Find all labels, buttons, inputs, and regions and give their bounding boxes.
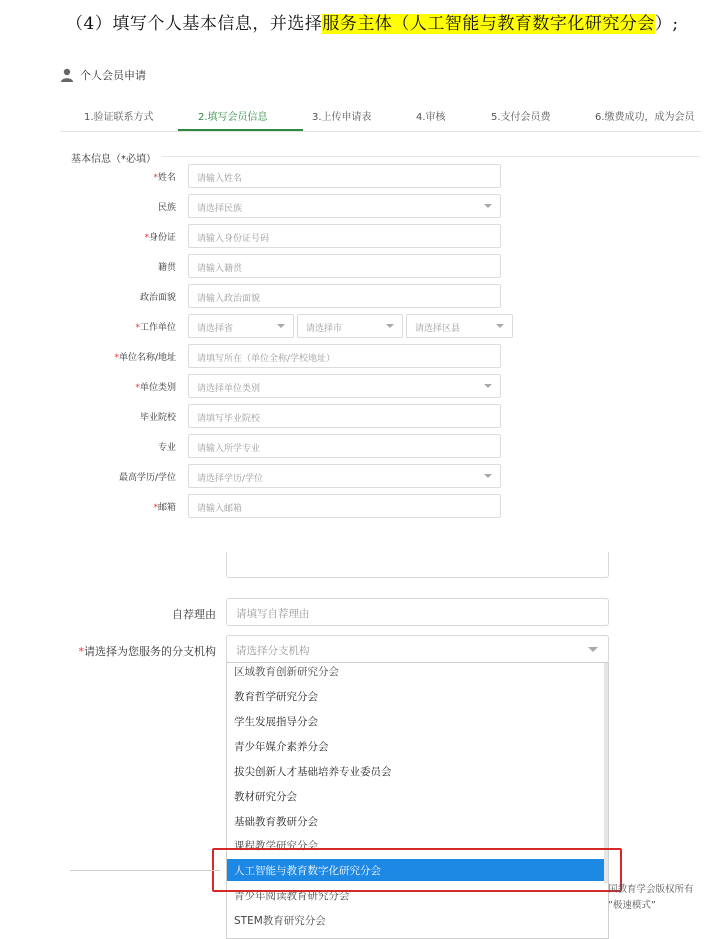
work-unit-row xyxy=(40,314,702,338)
footer-mode-hint: ”极速模式” xyxy=(608,900,656,911)
option-textbook[interactable]: 教材研究分会 xyxy=(234,791,297,803)
footer-divider xyxy=(70,870,220,871)
chevron-down-icon xyxy=(484,474,492,478)
page-title-text: 个人会员申请 xyxy=(80,69,146,82)
chevron-down-icon xyxy=(588,647,598,652)
major-input[interactable]: 请输入所学专业 xyxy=(188,434,501,458)
education-select[interactable]: 请选择学历/学位 xyxy=(188,464,501,488)
major-label: 专业 xyxy=(157,443,176,453)
name-input[interactable]: 请输入姓名 xyxy=(188,164,501,188)
native-place-label: 籍贯 xyxy=(157,263,176,273)
name-row xyxy=(40,164,702,188)
email-row xyxy=(40,494,702,518)
instruction-caption xyxy=(66,9,679,34)
email-label: *邮箱 xyxy=(153,503,176,513)
unit-address-label: *单位名称/地址 xyxy=(114,353,176,363)
active-step-underline xyxy=(178,129,303,131)
political-input[interactable]: 请输入政治面貌 xyxy=(188,284,501,308)
chevron-down-icon xyxy=(484,204,492,208)
self-recommend-input[interactable]: 请填写自荐理由 xyxy=(226,598,609,626)
option-regional-innovation[interactable]: 区域教育创新研究分会 xyxy=(234,666,339,678)
branch-select[interactable]: 请选择分支机构 xyxy=(226,635,609,663)
application-form-screenshot xyxy=(40,54,702,524)
major-row xyxy=(40,434,702,458)
name-label: *姓名 xyxy=(153,173,176,183)
unit-type-select[interactable]: 请选择单位类别 xyxy=(188,374,501,398)
work-unit-label: *工作单位 xyxy=(135,323,176,333)
graduated-input[interactable]: 请填写毕业院校 xyxy=(188,404,501,428)
page-title xyxy=(60,67,146,83)
id-card-label: *身份证 xyxy=(144,233,176,243)
branch-label: *请选择为您服务的分支机构 xyxy=(78,645,216,658)
branch-select-screenshot xyxy=(30,540,702,939)
ethnicity-select[interactable]: 请选择民族 xyxy=(188,194,501,218)
option-media-literacy[interactable]: 青少年媒介素养分会 xyxy=(234,741,329,753)
option-ai-digital-education[interactable]: 人工智能与教育数字化研究分会 xyxy=(227,859,608,881)
email-input[interactable]: 请输入邮箱 xyxy=(188,494,501,518)
unit-type-label: *单位类别 xyxy=(135,383,176,393)
chevron-down-icon xyxy=(496,324,504,328)
caption-prefix: （4）填写个人基本信息，并选择 xyxy=(66,14,323,34)
step-6: 6.缴费成功，成为会员 xyxy=(595,112,695,123)
caption-suffix: ）; xyxy=(654,14,679,34)
political-row xyxy=(40,284,702,308)
option-top-talent[interactable]: 拔尖创新人才基础培养专业委员会 xyxy=(234,766,392,778)
annotation-highlight-box xyxy=(212,848,622,892)
education-label: 最高学历/学位 xyxy=(118,473,176,483)
chevron-down-icon xyxy=(484,384,492,388)
caption-highlight: 服务主体（人工智能与教育数字化研究分会 xyxy=(322,14,655,34)
education-row xyxy=(40,464,702,488)
ethnicity-label: 民族 xyxy=(157,203,176,213)
branch-dropdown-list[interactable] xyxy=(226,662,609,939)
step-indicator xyxy=(60,102,702,132)
self-recommend-label: 自荐理由 xyxy=(172,608,216,621)
city-select[interactable]: 请选择市 xyxy=(297,314,403,338)
step-4: 4.审核 xyxy=(416,112,446,123)
footer-copyright: 国教育学会版权所有 xyxy=(608,884,694,895)
option-youth-reading[interactable]: 青少年阅读教育研究分会 xyxy=(234,890,350,902)
step-5: 5.支付会员费 xyxy=(491,112,551,123)
option-philosophy[interactable]: 教育哲学研究分会 xyxy=(234,691,318,703)
chevron-down-icon xyxy=(277,324,285,328)
step-2: 2.填写会员信息 xyxy=(198,112,268,123)
district-select[interactable]: 请选择区县 xyxy=(406,314,513,338)
chevron-down-icon xyxy=(386,324,394,328)
graduated-label: 毕业院校 xyxy=(139,413,176,423)
option-curriculum[interactable]: 课程教学研究分会 xyxy=(234,840,318,852)
unit-address-input[interactable]: 请填写所在（单位全称/学校地址） xyxy=(188,344,501,368)
unit-type-row xyxy=(40,374,702,398)
unit-address-row xyxy=(40,344,702,368)
section-title: 基本信息（*必填） xyxy=(71,150,162,165)
step-1: 1.验证联系方式 xyxy=(84,112,154,123)
section-divider xyxy=(160,156,700,157)
native-place-input[interactable]: 请输入籍贯 xyxy=(188,254,501,278)
user-icon xyxy=(60,68,74,82)
previous-field-bottom xyxy=(226,552,609,578)
political-label: 政治面貌 xyxy=(139,293,176,303)
id-card-row xyxy=(40,224,702,248)
graduated-row xyxy=(40,404,702,428)
ethnicity-row xyxy=(40,194,702,218)
option-stem[interactable]: STEM教育研究分会 xyxy=(234,915,326,927)
step-3: 3.上传申请表 xyxy=(312,112,372,123)
province-select[interactable]: 请选择省 xyxy=(188,314,294,338)
option-student-development[interactable]: 学生发展指导分会 xyxy=(234,716,318,728)
option-basic-research[interactable]: 基础教育教研分会 xyxy=(234,816,318,828)
id-card-input[interactable]: 请输入身份证号码 xyxy=(188,224,501,248)
native-place-row xyxy=(40,254,702,278)
